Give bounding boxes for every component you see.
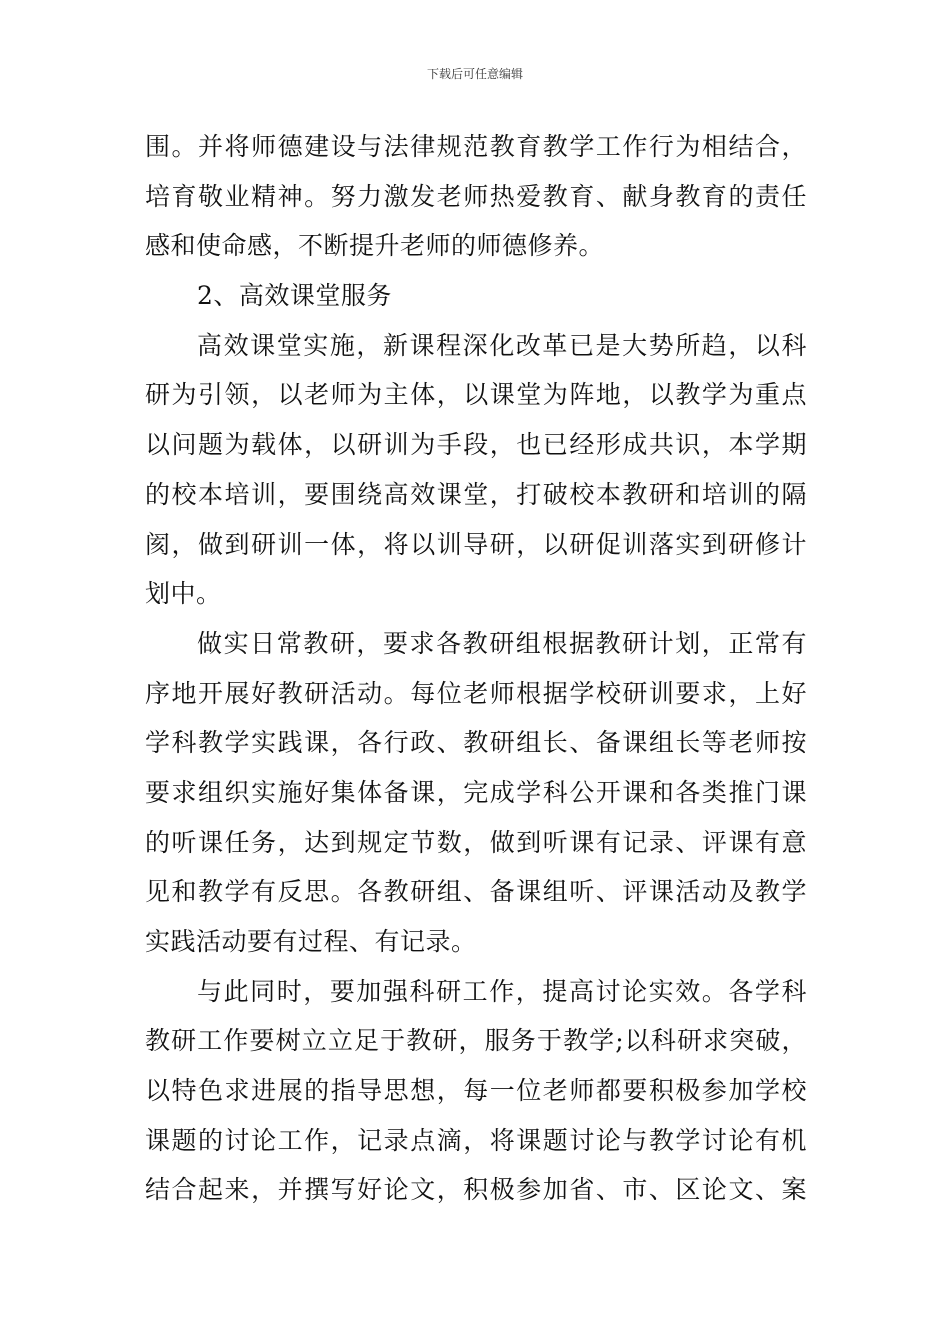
text-line: 做实日常教研，要求各教研组根据教研计划，正常有	[197, 628, 807, 658]
text-line: 以问题为载体，以研训为手段，也已经形成共识，本学期	[145, 430, 807, 460]
text-line: 实践活动要有过程、有记录。	[145, 927, 477, 956]
section-heading: 2、高效课堂服务	[197, 281, 392, 311]
text-line: 高效课堂实施，新课程深化改革已是大势所趋，以科	[197, 330, 807, 360]
text-line: 教研工作要树立立足于教研，服务于教学;以科研求突破，	[145, 1026, 807, 1056]
text-line: 的听课任务，达到规定节数，做到听课有记录、评课有意	[145, 827, 807, 857]
text-line: 见和教学有反思。各教研组、备课组听、评课活动及教学	[145, 877, 807, 907]
text-line: 学科教学实践课，各行政、教研组长、备课组长等老师按	[145, 728, 807, 758]
text-line: 课题的讨论工作，记录点滴，将课题讨论与教学讨论有机	[145, 1125, 807, 1155]
text-line: 围。并将师德建设与法律规范教育教学工作行为相结合，	[145, 132, 807, 161]
text-line: 结合起来，并撰写好论文，积极参加省、市、区论文、案	[145, 1175, 807, 1205]
text-line: 以特色求进展的指导思想，每一位老师都要积极参加学校	[145, 1076, 807, 1106]
text-line: 序地开展好教研活动。每位老师根据学校研训要求，上好	[145, 678, 807, 708]
text-line: 与此同时，要加强科研工作，提高讨论实效。各学科	[197, 976, 807, 1006]
text-line: 研为引领，以老师为主体，以课堂为阵地，以教学为重点	[145, 380, 807, 410]
text-line: 阂，做到研训一体，将以训导研，以研促训落实到研修计	[145, 529, 807, 559]
text-line: 的校本培训，要围绕高效课堂，打破校本教研和培训的隔	[145, 479, 807, 509]
text-line: 要求组织实施好集体备课，完成学科公开课和各类推门课	[145, 777, 807, 807]
document-body	[145, 122, 807, 1215]
text-line: 感和使命感，不断提升老师的师德修养。	[145, 231, 605, 261]
text-line: 培育敬业精神。努力激发老师热爱教育、献身教育的责任	[145, 181, 807, 211]
page-header-note: 下载后可任意编辑	[426, 67, 523, 81]
text-line: 划中。	[145, 579, 222, 609]
